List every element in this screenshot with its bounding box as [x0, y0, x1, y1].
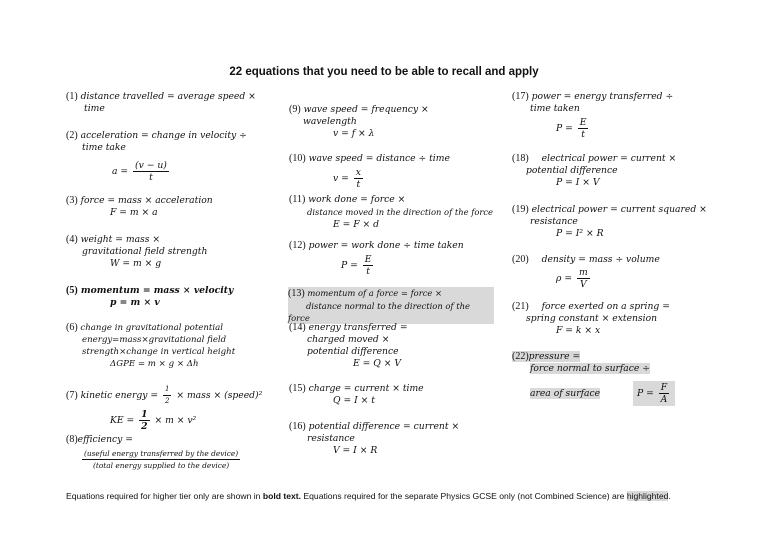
equation-19	[512, 204, 707, 240]
denominator: 2	[141, 421, 148, 432]
fraction	[363, 254, 374, 277]
equation-1	[66, 91, 256, 115]
denominator: 2	[164, 397, 170, 405]
formula-lhs: a =	[112, 166, 129, 177]
footer-text: Equations required for the separate Physics GCSE only (not Combined Science) are	[301, 491, 627, 501]
equation-text: gravitational field strength	[82, 246, 208, 257]
numerator: x	[355, 167, 361, 178]
equation-number: (19)	[512, 204, 529, 215]
equation-12	[289, 240, 464, 277]
equation-16	[289, 421, 459, 457]
equation-text: electrical power = current squared ×	[531, 204, 707, 215]
equation-number: (6)	[66, 322, 78, 333]
equation-text: momentum = mass × velocity	[80, 285, 234, 296]
equation-text: power = energy transferred ÷	[531, 91, 674, 102]
equation-text: distance travelled = average speed ×	[80, 91, 256, 102]
equation-formula: E = F × d	[333, 219, 380, 230]
footer-highlighted-text: highlighted	[626, 491, 669, 501]
equation-number: (17)	[512, 91, 529, 102]
equation-3	[66, 195, 213, 219]
numerator: 1	[141, 409, 148, 420]
equation-text: force exerted on a spring =	[541, 301, 670, 312]
equation-text: time taken	[530, 103, 580, 114]
fraction	[82, 448, 240, 471]
equation-text: kinetic energy =	[80, 390, 159, 401]
equation-text: force = mass × acceleration	[80, 195, 213, 206]
formula-lhs: P =	[636, 388, 654, 399]
equation-4	[66, 234, 207, 270]
equation-text: momentum of a force = force ×	[307, 288, 443, 298]
equation-text: potential difference	[526, 165, 618, 176]
equation-formula: v = f × λ	[333, 128, 375, 139]
equation-number: (18)	[512, 153, 529, 164]
footer-text: .	[668, 491, 671, 501]
equation-14	[289, 322, 408, 370]
equation-number: (16)	[289, 421, 306, 432]
equation-text: time take	[82, 142, 126, 153]
equation-formula	[341, 254, 464, 277]
equation-formula: F = m × a	[110, 207, 158, 218]
footer-bold-text: bold text.	[262, 491, 302, 501]
equation-text: wave speed = frequency ×	[303, 104, 429, 115]
equation-number: (8)	[66, 434, 78, 445]
numerator: E	[364, 254, 372, 265]
formula-lhs: ρ =	[556, 273, 573, 284]
equation-formula: Q = I × t	[333, 395, 375, 406]
equation-text: distance normal to the direction of the force	[288, 301, 470, 323]
equation-text: density = mass ÷ volume	[541, 254, 660, 265]
equation-text: × mass × (speed)²	[176, 390, 263, 401]
equation-text: pressure =	[528, 351, 581, 362]
equation-formula: V = I × R	[333, 445, 378, 456]
equation-9	[289, 104, 429, 140]
equation-text: acceleration = change in velocity ÷	[80, 130, 247, 141]
equation-15	[289, 383, 424, 407]
equation-number: (11)	[289, 194, 306, 205]
equation-22	[512, 351, 675, 406]
equation-number: (15)	[289, 383, 306, 394]
fraction	[139, 409, 149, 432]
footer-note	[66, 490, 706, 502]
equation-number: (10)	[289, 153, 306, 164]
equation-11	[289, 194, 493, 231]
equation-text: potential difference = current ×	[308, 421, 460, 432]
equation-formula: ΔGPE = m × g × Δh	[110, 359, 199, 369]
numerator: F	[660, 382, 668, 393]
fraction	[578, 117, 589, 140]
equation-10	[289, 153, 450, 190]
formula-lhs: P =	[341, 260, 358, 271]
equation-text: weight = mass ×	[80, 234, 161, 245]
equation-formula: p = m × v	[110, 297, 160, 308]
equation-number: (9)	[289, 104, 301, 115]
denominator: A	[660, 394, 668, 405]
equation-formula: P = I × V	[556, 177, 600, 188]
equation-formula	[110, 409, 262, 432]
equation-text: energy=mass×gravitational field	[82, 335, 227, 345]
equation-number: (12)	[289, 240, 306, 251]
equation-8	[66, 434, 242, 471]
equation-18	[512, 153, 676, 189]
equation-formula: E = Q × V	[353, 358, 401, 369]
equation-formula: W = m × g	[110, 258, 162, 269]
equation-text: resistance	[530, 216, 578, 227]
equation-text: time	[84, 103, 105, 114]
equation-13	[288, 287, 494, 324]
equation-number: (20)	[512, 254, 529, 265]
formula-lhs: v =	[333, 173, 349, 184]
equation-number: (13)	[288, 288, 305, 299]
denominator: t	[149, 172, 153, 183]
equation-7	[66, 384, 262, 432]
equation-number: (21)	[512, 301, 529, 312]
equation-22-line-1	[512, 351, 580, 362]
equation-text: electrical power = current ×	[541, 153, 677, 164]
equation-21	[512, 301, 670, 337]
numerator: m	[578, 267, 588, 278]
equation-formula	[112, 160, 247, 183]
fraction	[659, 382, 669, 405]
equation-number: (2)	[66, 130, 78, 141]
equation-number: (7)	[66, 390, 78, 401]
equation-number: (4)	[66, 234, 78, 245]
equation-number: (22)	[512, 351, 529, 362]
fraction	[133, 160, 169, 183]
equation-formula	[333, 167, 450, 190]
formula-lhs: P =	[556, 123, 573, 134]
numerator: (v − u)	[135, 160, 167, 171]
equation-text: change in gravitational potential	[80, 323, 223, 333]
denominator: V	[579, 279, 587, 290]
equation-formula: F = k × x	[556, 325, 601, 336]
equation-text: energy transferred =	[308, 322, 408, 333]
equation-number: (14)	[289, 322, 306, 333]
equation-text: distance moved in the direction of the force	[307, 207, 494, 217]
denominator: t	[356, 179, 361, 190]
equation-formula	[556, 117, 673, 140]
fraction	[163, 384, 171, 407]
equation-text: wave speed = distance ÷ time	[308, 153, 450, 164]
denominator: (total energy supplied to the device)	[93, 461, 230, 470]
page-title: 22 equations that you need to be able to recall and apply	[229, 66, 539, 78]
equation-formula	[556, 267, 660, 290]
fraction	[354, 167, 363, 190]
denominator: t	[366, 266, 370, 277]
equation-6	[66, 322, 235, 370]
footer-text: Equations required for higher tier only are shown in	[66, 491, 263, 501]
equation-formula: P = I² × R	[556, 228, 604, 239]
equation-number: (1)	[66, 91, 78, 102]
fraction	[577, 267, 590, 290]
denominator: t	[581, 129, 585, 140]
equation-20	[512, 254, 660, 290]
numerator: 1	[163, 384, 171, 396]
equation-text: work done = force ×	[308, 194, 406, 205]
equation-text: power = work done ÷ time taken	[308, 240, 464, 251]
equation-text: efficiency =	[77, 434, 133, 445]
formula-lhs: KE =	[110, 415, 135, 426]
equation-formula	[633, 381, 675, 406]
equation-text: force normal to surface ÷	[530, 363, 650, 374]
equation-2	[66, 130, 247, 183]
equation-text: charged moved ×	[307, 334, 390, 345]
equation-text: potential difference	[307, 346, 399, 357]
equation-text: charge = current × time	[308, 383, 424, 394]
equation-text: wavelength	[303, 116, 357, 127]
equation-text: strength×change in vertical height	[82, 347, 236, 357]
equation-number: (5)	[66, 285, 78, 296]
formula-rhs: × m × v²	[154, 415, 197, 426]
equation-text: resistance	[307, 433, 355, 444]
numerator: E	[579, 117, 587, 128]
equation-text: spring constant × extension	[526, 313, 658, 324]
equation-number: (3)	[66, 195, 78, 206]
equation-formula	[80, 448, 242, 471]
numerator: (useful energy transferred by the device)	[84, 449, 239, 458]
equation-5	[66, 285, 233, 309]
equation-text: area of surface	[530, 388, 601, 399]
equation-17	[512, 91, 673, 140]
